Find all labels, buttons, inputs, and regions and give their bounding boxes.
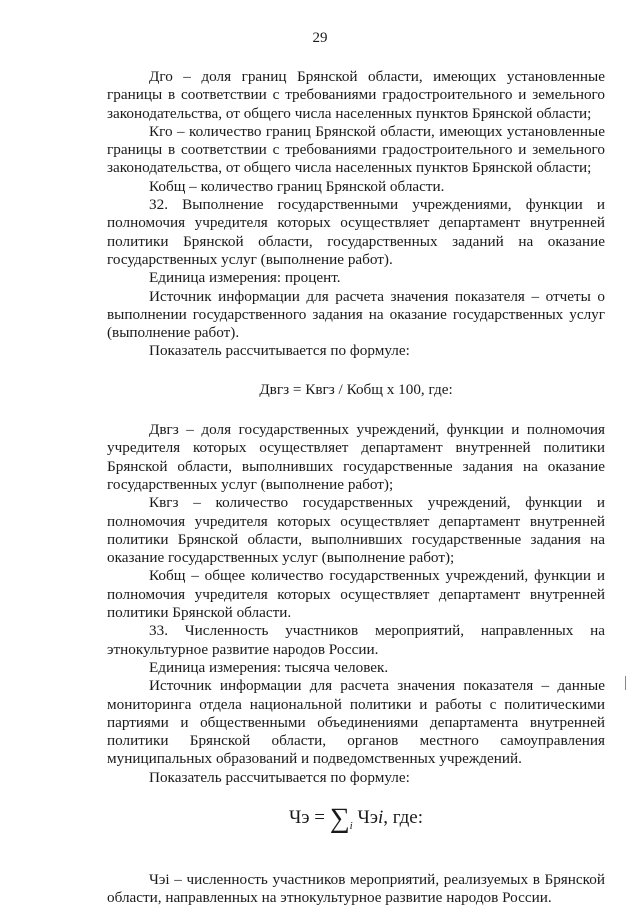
sum-index: i — [349, 819, 353, 832]
formula-term: Чэ — [357, 806, 378, 828]
formula-che — [107, 803, 605, 841]
formula-tail: , где: — [383, 806, 424, 828]
paragraph: Источник информации для расчета значения показателя – данные мониторинга отдела национальной политики и работы с политическими партиями и общественными объединениями департамента внутренней политики Брянской области, органов местного самоуправления муниципальных образований и подведомственных учреждений. — [107, 677, 605, 768]
page-number: 29 — [312, 30, 328, 46]
paragraph: Кобщ – количество границ Брянской области. — [149, 177, 445, 195]
paragraph: Дго – доля границ Брянской области, имеющих установленные границы в соответствии с требованиями градостроительного и земельного законодательства, от общего числа населенных пунктов Брянской области; — [107, 68, 605, 122]
formula-dvgz: Двгз = Квгз / Кобщ х 100, где: — [259, 380, 453, 398]
paragraph: Показатель рассчитывается по формуле: — [149, 342, 410, 360]
sum-symbol: ∑ — [329, 802, 350, 834]
paragraph: 32. Выполнение государственными учреждениями, функции и полномочия учредителя которых осуществляет департамент внутренней политики Брянской области, государственных заданий на оказание государственных услуг (выполнение работ). — [107, 196, 605, 268]
paragraph: Кобщ – общее количество государственных учреждений, функции и полномочия учредителя которых осуществляет департамент внутренней политики Брянской области. — [107, 567, 605, 622]
paragraph: Кго – количество границ Брянской области, имеющих установленные границы в соответствии с требованиями градостроительного и земельного законодательства, от общего числа населенных пунктов Брянской области; — [107, 122, 605, 177]
document-body — [107, 68, 605, 908]
paragraph: Квгз – количество государственных учреждений, функции и полномочия учредителя которых осуществляет департамент внутренней политики Брянской области, выполнивших государственные задания на оказание государственных услуг (выполнение работ); — [107, 494, 605, 567]
paragraph: Двгз – доля государственных учреждений, функции и полномочия учредителя которых осуществляет департамент внутренней политики Брянской области, выполнивших государственные задания на оказание государственных услуг (выполнение работ); — [107, 421, 605, 493]
paragraph: 33. Численность участников мероприятий, направленных на этнокультурное развитие народов России. — [107, 622, 605, 658]
paragraph: Единица измерения: процент. — [149, 269, 341, 287]
paragraph: Источник информации для расчета значения показателя – отчеты о выполнении государственного задания на оказание государственных услуг (выполнение работ). — [107, 287, 605, 342]
paragraph: Показатель рассчитывается по формуле: — [149, 768, 410, 786]
formula-lhs: Чэ = — [288, 806, 325, 828]
paragraph: Единица измерения: тысяча человек. — [149, 658, 389, 676]
formula-term-index: i — [378, 806, 384, 828]
scan-edge-mark — [625, 676, 626, 690]
paragraph: Чэi – численность участников мероприятий, реализуемых в Брянской области, направленных на этнокультурное развитие народов России. — [107, 870, 605, 907]
